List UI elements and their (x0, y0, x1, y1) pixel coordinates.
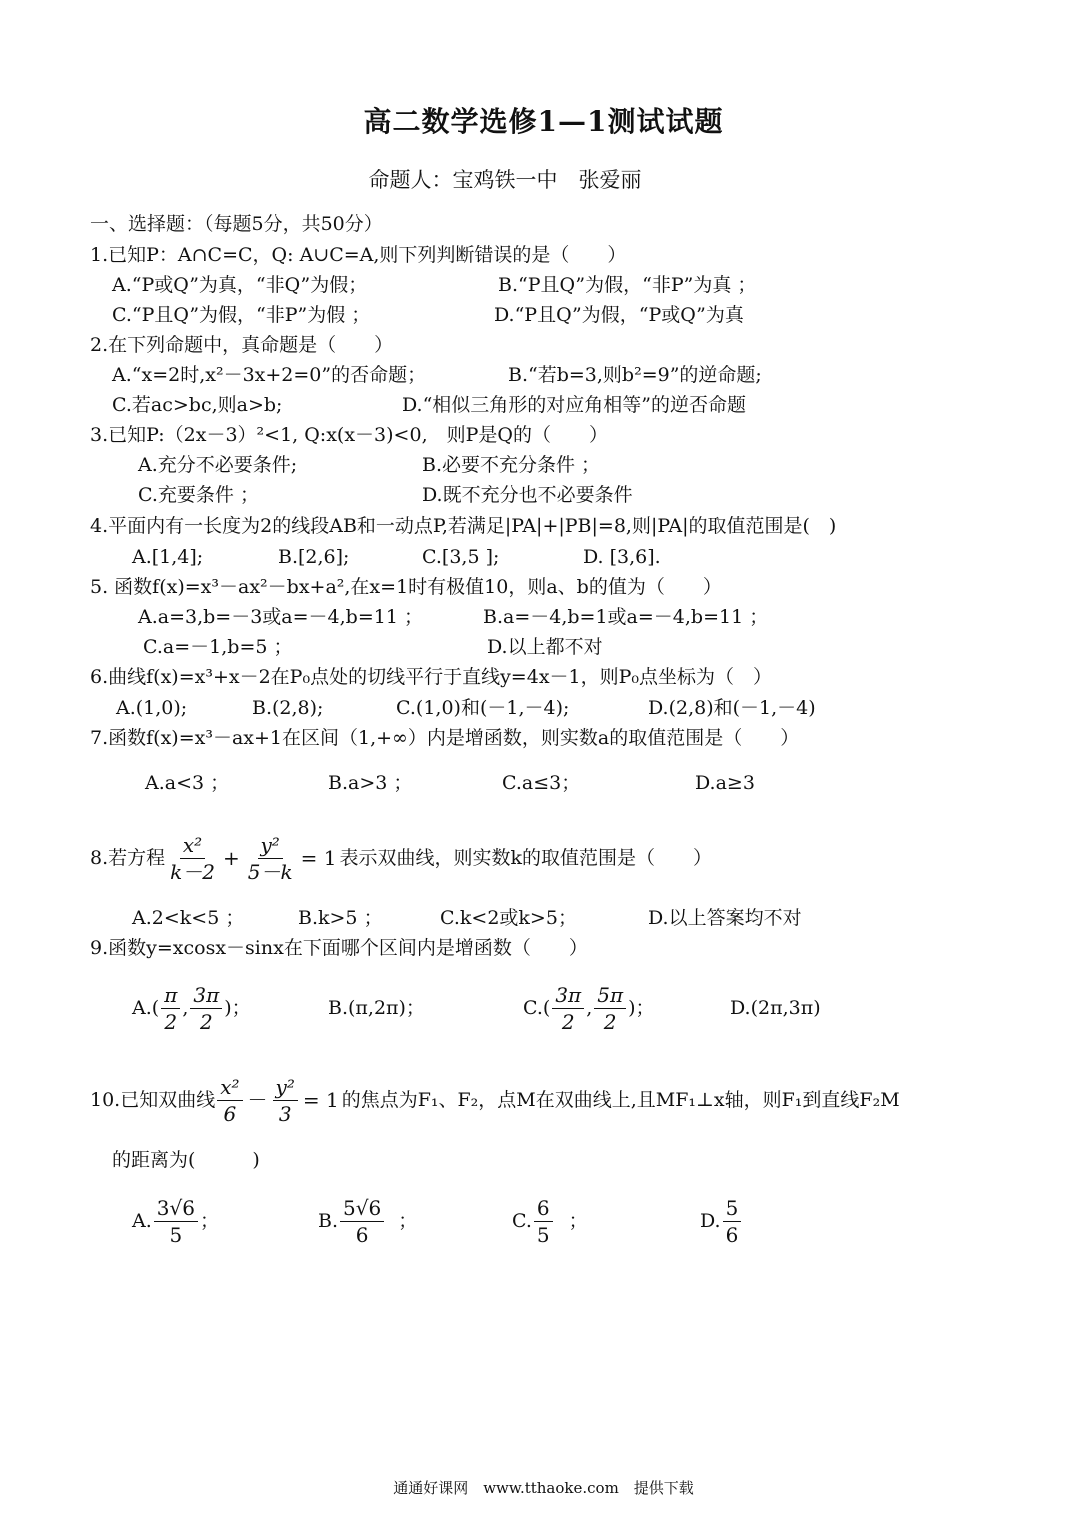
question-9-stem: 9.函数y=xcosx－sinx在下面哪个区间内是增函数（ ） (90, 937, 588, 959)
question-1-option-d: D.“P且Q”为假，“P或Q”为真 (494, 304, 744, 326)
question-10-option-c (512, 1190, 588, 1252)
comma: , (182, 997, 189, 1019)
fraction-denominator: 2 (164, 1009, 178, 1034)
question-4-option-b: B.[2,6]; (278, 546, 350, 568)
fraction-denominator: 5 (169, 1222, 183, 1247)
question-7-option-a: A.a<3 ； (145, 772, 230, 794)
fraction-denominator: 6 (725, 1222, 739, 1247)
question-9-option-a (132, 978, 251, 1038)
fraction-numerator: 3π (552, 985, 584, 1009)
author-line: 命题人：宝鸡铁一中 张爱丽 (368, 168, 642, 192)
fraction-x2-over-6 (217, 1074, 242, 1126)
question-4-option-c: C.[3,5 ]; (422, 546, 500, 568)
question-10-prefix: 10.已知双曲线 (90, 1089, 216, 1111)
fraction-numerator: π (161, 985, 180, 1009)
question-10-option-a (132, 1190, 219, 1252)
fraction-3pi-over-2 (552, 982, 584, 1034)
option-label: C. (512, 1210, 532, 1232)
question-6-option-b: B.(2,8); (252, 697, 324, 719)
fraction-3pi-over-2 (190, 982, 222, 1034)
fraction-denominator: 6 (223, 1101, 237, 1126)
option-end: ； (199, 1210, 219, 1232)
question-10-stem (90, 1070, 900, 1130)
option-label: B. (318, 1210, 339, 1232)
fraction-numerator: 5√6 (340, 1198, 384, 1222)
question-7-option-d: D.a≥3 (695, 772, 755, 794)
option-label: C.( (523, 997, 551, 1019)
option-label: A. (132, 1210, 152, 1232)
question-2-stem: 2.在下列命题中，真命题是（ ） (90, 334, 394, 356)
fraction-6-over-5 (534, 1195, 553, 1247)
question-6-option-d: D.(2,8)和(－1,－4) (648, 697, 816, 719)
footer-source: 通通好课网 www.tthaoke.com 提供下载 (393, 1479, 694, 1497)
fraction-numerator: 5π (594, 985, 626, 1009)
fraction-denominator: 2 (603, 1009, 617, 1034)
question-5-stem: 5. 函数f(x)=x³－ax²－bx+a²,在x=1时有极值10，则a、b的值为（ ） (90, 576, 722, 598)
option-end: )； (628, 997, 655, 1019)
question-4-stem: 4.平面内有一长度为2的线段AB和一动点P,若满足|PA|+|PB|=8,则|PA|的取值范围是( ) (90, 515, 837, 537)
question-8-option-c: C.k<2或k>5； (440, 907, 577, 929)
fraction-numerator: 3π (190, 985, 222, 1009)
question-8-option-b: B.k>5 ； (298, 907, 383, 929)
option-end: ； (568, 1210, 588, 1232)
section-heading: 一、选择题：（每题5分，共50分） (90, 213, 383, 235)
question-2-option-a: A.“x=2时,x²－3x+2=0”的否命题； (112, 364, 427, 386)
question-6-stem: 6.曲线f(x)=x³+x－2在P₀点处的切线平行于直线y=4x－1，则P₀点坐标为（ ） (90, 666, 773, 688)
question-8-prefix: 8.若方程 (90, 847, 166, 869)
question-1-option-b: B.“P且Q”为假，“非P”为真 ； (498, 274, 757, 296)
question-10-suffix: 的焦点为F₁、F₂，点M在双曲线上,且MF₁⊥x轴，则F₁到直线F₂M (341, 1089, 900, 1111)
fraction-5-over-6 (723, 1195, 742, 1247)
fraction-numerator: 5 (723, 1198, 742, 1222)
question-9-option-c (523, 978, 655, 1038)
equals-one: = 1 (302, 1088, 339, 1112)
fraction-denominator: 2 (199, 1009, 213, 1034)
question-1-stem: 1.已知P：A∩C=C，Q: A∪C=A,则下列判断错误的是（ ） (90, 244, 627, 266)
question-10-stem-line-2: 的距离为( ) (112, 1149, 260, 1171)
question-6-option-c: C.(1,0)和(－1,－4); (396, 697, 570, 719)
question-9-option-d: D.(2π,3π) (730, 997, 821, 1019)
question-4-option-d: D. [3,6]. (583, 546, 661, 568)
fraction-y2-over-3 (273, 1074, 298, 1126)
fraction-denominator: 5－k (247, 859, 293, 884)
fraction-denominator: 5 (536, 1222, 550, 1247)
question-3-option-a: A.充分不必要条件; (138, 454, 298, 476)
question-1-option-c: C.“P且Q”为假，“非P”为假 ； (112, 304, 371, 326)
question-2-option-c: C.若ac>bc,则a>b; (112, 394, 283, 416)
option-end: )； (224, 997, 251, 1019)
question-4-option-a: A.[1,4]; (132, 546, 204, 568)
fraction-numerator: 6 (534, 1198, 553, 1222)
question-5-option-d: D.以上都不对 (487, 636, 603, 658)
question-3-stem: 3.已知P:（2x－3）²<1, Q:x(x－3)<0, 则P是Q的（ ） (90, 424, 608, 446)
fraction-3sqrt6-over-5 (154, 1195, 198, 1247)
question-8-option-d: D.以上答案均不对 (648, 907, 802, 929)
question-5-option-b: B.a=－4,b=1或a=－4,b=11 ； (483, 606, 769, 628)
question-3-option-d: D.既不充分也不必要条件 (422, 484, 633, 506)
fraction-denominator: 3 (278, 1101, 292, 1126)
plus-sign: + (222, 846, 240, 870)
fraction-pi-over-2 (161, 982, 180, 1034)
question-6-option-a: A.(1,0); (116, 697, 188, 719)
question-8-stem (90, 828, 712, 888)
equals-one: = 1 (300, 846, 337, 870)
question-1-option-a: A.“P或Q”为真，“非Q”为假； (112, 274, 368, 296)
fraction-denominator: k－2 (170, 859, 215, 884)
question-5-option-a: A.a=3,b=－3或a=－4,b=11 ； (138, 606, 423, 628)
question-10-option-d (700, 1190, 743, 1252)
option-label: D. (700, 1210, 721, 1232)
fraction-5pi-over-2 (594, 982, 626, 1034)
question-7-option-c: C.a≤3； (502, 772, 581, 794)
option-end: ； (398, 1210, 418, 1232)
question-8-option-a: A.2<k<5 ； (132, 907, 245, 929)
fraction-numerator: x² (180, 835, 205, 859)
question-2-option-b: B.“若b=3,则b²=9”的逆命题; (508, 364, 762, 386)
question-10-option-b (318, 1190, 417, 1252)
question-3-option-c: C.充要条件 ； (138, 484, 259, 506)
minus-sign: － (247, 1088, 268, 1112)
question-9-option-b: B.(π,2π)； (328, 997, 425, 1019)
page-title: 高二数学选修1—1测试试题 (363, 105, 724, 138)
fraction-denominator: 6 (355, 1222, 369, 1247)
fraction-x2-over-k-2 (167, 832, 218, 884)
fraction-numerator: 3√6 (154, 1198, 198, 1222)
fraction-numerator: y² (258, 835, 283, 859)
question-3-option-b: B.必要不充分条件 ； (422, 454, 601, 476)
question-7-stem: 7.函数f(x)=x³－ax+1在区间（1,+∞）内是增函数，则实数a的取值范围是（ ） (90, 727, 800, 749)
fraction-y2-over-5-k (245, 832, 296, 884)
fraction-denominator: 2 (561, 1009, 575, 1034)
question-7-option-b: B.a>3 ； (328, 772, 413, 794)
comma: , (586, 997, 593, 1019)
fraction-numerator: y² (273, 1077, 298, 1101)
fraction-5sqrt6-over-6 (340, 1195, 384, 1247)
fraction-numerator: x² (217, 1077, 242, 1101)
question-5-option-c: C.a=－1,b=5 ； (143, 636, 293, 658)
question-2-option-d: D.“相似三角形的对应角相等”的逆否命题 (402, 394, 747, 416)
question-8-suffix: 表示双曲线，则实数k的取值范围是（ ） (339, 847, 712, 869)
option-label: A.( (132, 997, 160, 1019)
